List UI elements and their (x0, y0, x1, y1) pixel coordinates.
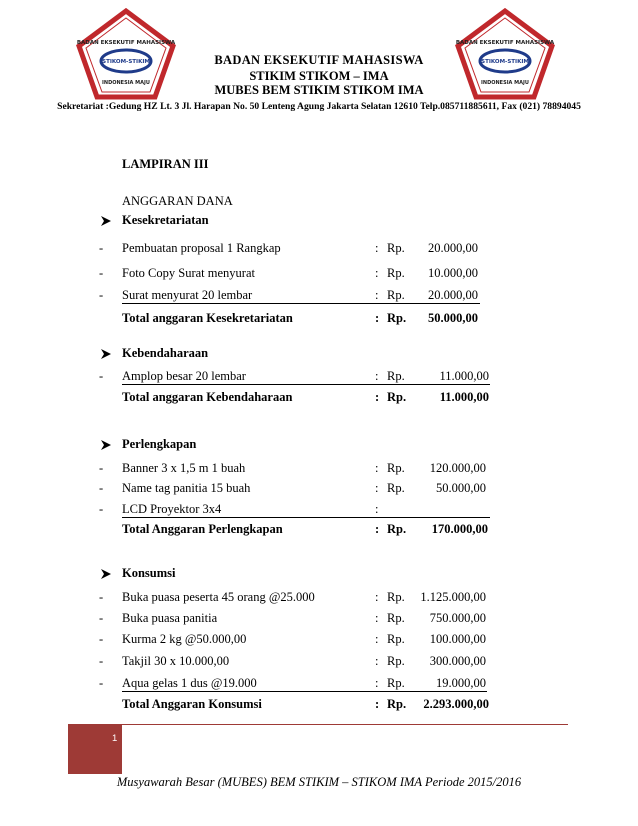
page-number-box (68, 724, 122, 774)
item-dash: - (99, 590, 104, 604)
item-amount: 100.000,00 (429, 632, 486, 646)
item-currency: Rp. (387, 481, 405, 495)
item-colon: : (375, 611, 379, 625)
svg-text:STIKOM-STIKIM: STIKOM-STIKIM (102, 59, 150, 65)
section-total-colon: : (375, 522, 380, 536)
item-currency: Rp. (387, 369, 405, 383)
section-total-currency: Rp. (387, 697, 407, 711)
svg-text:INDONESIA MAJU: INDONESIA MAJU (481, 80, 529, 86)
footer-text: Musyawarah Besar (MUBES) BEM STIKIM – STIKOM IMA Periode 2015/2016 (116, 775, 522, 789)
item-colon: : (375, 461, 379, 475)
section-heading: Kesekretariatan (122, 213, 209, 227)
section-total-currency: Rp. (387, 522, 407, 536)
item-description: LCD Proyektor 3x4 (122, 502, 222, 516)
item-amount: 19.000,00 (436, 676, 486, 690)
item-dash: - (99, 266, 104, 280)
item-dash: - (99, 654, 104, 668)
item-amount: 750.000,00 (429, 611, 486, 625)
page-title: LAMPIRAN III (122, 157, 209, 171)
item-colon: : (375, 369, 379, 383)
item-amount: 50.000,00 (436, 481, 486, 495)
item-description: Kurma 2 kg @50.000,00 (122, 632, 247, 646)
section-total-label: Total Anggaran Perlengkapan (122, 522, 283, 536)
item-currency: Rp. (387, 676, 405, 690)
item-description: Name tag panitia 15 buah (122, 481, 251, 495)
item-currency: Rp. (387, 266, 405, 280)
item-colon: : (375, 590, 379, 604)
item-dash: - (99, 676, 104, 690)
item-underline (122, 384, 490, 385)
item-dash: - (99, 461, 104, 475)
item-currency: Rp. (387, 288, 405, 302)
item-description: Buka puasa peserta 45 orang @25.000 (122, 590, 315, 604)
section-total-label: Total anggaran Kesekretariatan (122, 311, 293, 325)
item-colon: : (375, 632, 379, 646)
item-amount: 11.000,00 (439, 369, 489, 383)
item-amount: 120.000,00 (429, 461, 486, 475)
svg-text:BADAN EKSEKUTIF MAHASISWA: BADAN EKSEKUTIF MAHASISWA (455, 40, 555, 46)
item-underline (122, 691, 487, 692)
item-description: Surat menyurat 20 lembar (122, 288, 253, 302)
item-colon: : (375, 654, 379, 668)
item-currency: Rp. (387, 461, 405, 475)
svg-text:STIKOM-STIKIM: STIKOM-STIKIM (481, 59, 529, 65)
page-number: 1 (112, 733, 118, 744)
section-heading: Kebendaharaan (122, 346, 209, 360)
arrow-bullet-icon (100, 215, 112, 227)
item-dash: - (99, 611, 104, 625)
item-currency: Rp. (387, 241, 405, 255)
item-amount: 10.000,00 (428, 266, 478, 280)
item-currency: Rp. (387, 632, 405, 646)
section-total-amount: 50.000,00 (428, 311, 478, 325)
header-address: Sekretariat :Gedung HZ Lt. 3 Jl. Harapan No. 50 Lenteng Agung Jakarta Selatan 12610 Telp.085711885611, Fax (021) 78894045 (57, 101, 581, 112)
item-amount: 20.000,00 (428, 241, 478, 255)
item-description: Buka puasa panitia (122, 611, 218, 625)
item-colon: : (375, 676, 379, 690)
section-total-currency: Rp. (387, 390, 407, 404)
arrow-bullet-icon (100, 348, 112, 360)
item-colon: : (375, 241, 379, 255)
item-dash: - (99, 241, 104, 255)
page-subtitle: ANGGARAN DANA (122, 194, 233, 208)
item-currency: Rp. (387, 654, 405, 668)
item-currency: Rp. (387, 611, 405, 625)
item-underline (122, 517, 490, 518)
item-description: Takjil 30 x 10.000,00 (122, 654, 230, 668)
header-institution: STIKIM STIKOM – IMA (249, 69, 389, 83)
section-total-colon: : (375, 311, 380, 325)
arrow-bullet-icon (100, 568, 112, 580)
section-heading: Konsumsi (122, 566, 176, 580)
header-org-name: BADAN EKSEKUTIF MAHASISWA (214, 53, 424, 67)
section-total-amount: 11.000,00 (439, 390, 489, 404)
section-total-label: Total anggaran Kebendaharaan (122, 390, 293, 404)
item-colon: : (375, 288, 379, 302)
item-description: Amplop besar 20 lembar (122, 369, 246, 383)
svg-text:INDONESIA MAJU: INDONESIA MAJU (102, 80, 150, 86)
item-description: Pembuatan proposal 1 Rangkap (122, 241, 281, 255)
item-description: Banner 3 x 1,5 m 1 buah (122, 461, 246, 475)
item-dash: - (99, 502, 104, 516)
item-colon: : (375, 266, 379, 280)
item-dash: - (99, 369, 104, 383)
item-amount: 300.000,00 (429, 654, 486, 668)
item-dash: - (99, 481, 104, 495)
section-total-label: Total Anggaran Konsumsi (122, 697, 262, 711)
item-dash: - (99, 288, 104, 302)
item-underline (122, 303, 480, 304)
section-total-colon: : (375, 390, 380, 404)
header-event: MUBES BEM STIKIM STIKOM IMA (214, 83, 424, 97)
section-total-amount: 170.000,00 (431, 522, 488, 536)
item-description: Aqua gelas 1 dus @19.000 (122, 676, 257, 690)
item-colon: : (375, 502, 379, 516)
svg-text:BADAN EKSEKUTIF MAHASISWA: BADAN EKSEKUTIF MAHASISWA (76, 40, 176, 46)
item-amount: 1.125.000,00 (420, 590, 486, 604)
item-colon: : (375, 481, 379, 495)
item-description: Foto Copy Surat menyurat (122, 266, 255, 280)
section-heading: Perlengkapan (122, 437, 197, 451)
section-total-colon: : (375, 697, 380, 711)
section-total-currency: Rp. (387, 311, 407, 325)
item-dash: - (99, 632, 104, 646)
item-amount: 20.000,00 (428, 288, 478, 302)
footer-divider (122, 724, 568, 725)
item-currency: Rp. (387, 590, 405, 604)
arrow-bullet-icon (100, 439, 112, 451)
section-total-amount: 2.293.000,00 (423, 697, 489, 711)
